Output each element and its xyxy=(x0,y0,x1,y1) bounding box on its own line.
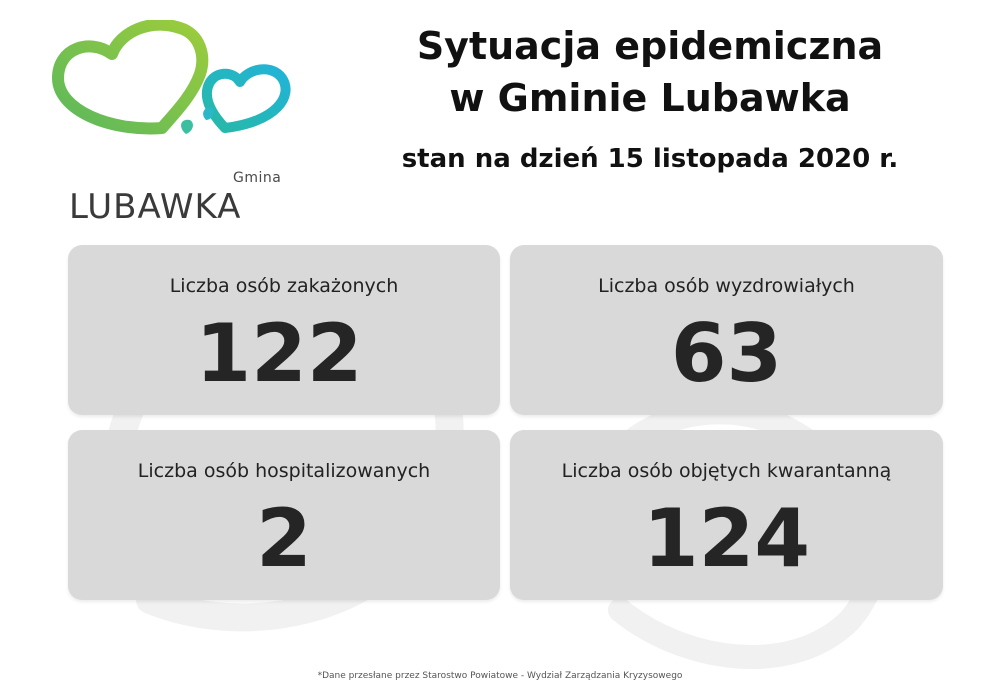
stat-label-hospitalized: Liczba osób hospitalizowanych xyxy=(137,460,431,482)
page-title-line-2: w Gminie Lubawka xyxy=(449,76,851,120)
stat-label-quarantined: Liczba osób objętych kwarantanną xyxy=(561,460,892,482)
stat-card-recovered xyxy=(510,245,943,415)
stat-value-quarantined: 124 xyxy=(643,492,810,585)
stat-value-hospitalized: 2 xyxy=(256,492,312,585)
logo-name: LUBAWKA xyxy=(69,187,242,227)
page-subtitle-date: stan na dzień 15 listopada 2020 r. xyxy=(401,144,899,174)
stat-card-hospitalized xyxy=(68,430,500,600)
header xyxy=(330,20,970,174)
gmina-lubawka-logo xyxy=(50,20,310,230)
stat-card-infected xyxy=(68,245,500,415)
stat-card-quarantined xyxy=(510,430,943,600)
stat-value-recovered: 63 xyxy=(670,307,783,400)
stat-label-infected: Liczba osób zakażonych xyxy=(169,275,399,297)
source-footnote: *Dane przesłane przez Starostwo Powiatowe - Wydział Zarządzania Kryzysowego xyxy=(317,671,683,681)
page-title-line-1: Sytuacja epidemiczna xyxy=(416,24,884,68)
stat-value-infected: 122 xyxy=(195,307,363,400)
logo-gmina-label: Gmina xyxy=(233,170,282,186)
stat-label-recovered: Liczba osób wyzdrowiałych xyxy=(598,275,855,297)
